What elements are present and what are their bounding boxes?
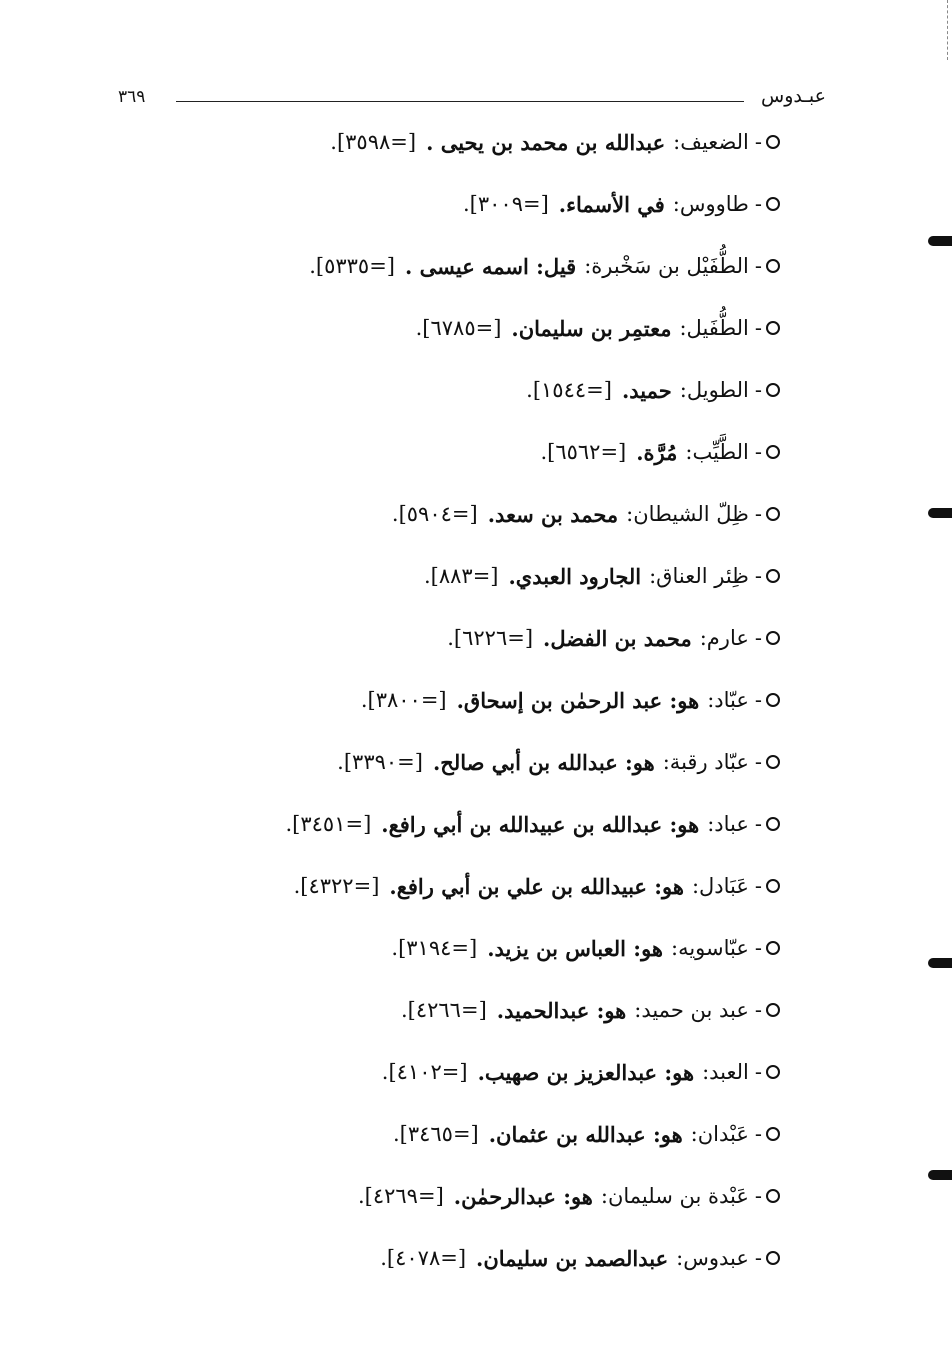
circle-bullet-icon	[766, 817, 780, 831]
entry-term: ظِلّ الشيطان:	[626, 502, 749, 526]
circle-bullet-icon	[766, 259, 780, 273]
circle-bullet-icon	[766, 693, 780, 707]
list-item: - الطُّفَيْل بن سَخْبرة: قيل: اسمه عيسى . [=٥٣٣٥].	[309, 246, 780, 286]
circle-bullet-icon	[766, 1251, 780, 1265]
circle-bullet-icon	[766, 1189, 780, 1203]
entry-ref: [=٤١٠٢].	[381, 1060, 468, 1084]
entry-ref: [=٣٤٦٥].	[392, 1122, 479, 1146]
list-item: - ظِلّ الشيطان: محمد بن سعد. [=٥٩٠٤].	[392, 494, 780, 534]
entry-value: هو: عبيدالله بن علي بن أبي رافع.	[389, 873, 684, 899]
entry-ref: [=٣٠٠٩].	[463, 192, 549, 216]
circle-bullet-icon	[766, 1003, 780, 1017]
entry-value: معتمِر بن سليمان.	[511, 315, 672, 341]
entry-ref: [=٤٠٧٨].	[380, 1246, 467, 1270]
entry-value: هو: عبد الرحمٰن بن إسحاق.	[456, 687, 700, 713]
circle-bullet-icon	[766, 755, 780, 769]
entry-value: مُرَّة.	[636, 439, 678, 465]
list-item: - الطَّيِّب: مُرَّة. [=٦٥٦٢].	[540, 432, 780, 472]
entry-term: الطُّفَيْل بن سَخْبرة:	[584, 254, 749, 278]
entry-term: عَبْدان:	[690, 1122, 749, 1146]
entry-value: هو: عبدالله بن عبيدالله بن أبي رافع.	[381, 811, 700, 837]
circle-bullet-icon	[766, 941, 780, 955]
entry-ref: [=٣٣٩٠].	[337, 750, 423, 774]
entry-term: عبّاد:	[707, 688, 749, 712]
circle-bullet-icon	[766, 879, 780, 893]
page-number: ٣٦٩	[118, 87, 146, 107]
circle-bullet-icon	[766, 507, 780, 521]
entry-value: عبدالله بن محمد بن يحيى .	[426, 129, 666, 155]
entry-term: العبد:	[702, 1060, 749, 1084]
scan-edge-marks	[945, 0, 948, 60]
entry-term: طاووس:	[672, 192, 749, 216]
running-head: عبـدوس	[761, 85, 826, 107]
scan-margin-mark	[928, 236, 952, 246]
list-item: - عبّاد رقبة: هو: عبدالله بن أبي صالح. [=٣٣٩٠].	[337, 742, 780, 782]
entry-term: الطُّفَيل:	[679, 316, 749, 340]
list-item: - الطويل: حميد. [=١٥٤٤].	[526, 370, 780, 410]
list-item: - عَبْدان: هو: عبدالله بن عثمان. [=٣٤٦٥].	[393, 1114, 780, 1154]
entry-term: عبّاد رقبة:	[662, 750, 749, 774]
entry-value: محمد بن الفضل.	[543, 625, 692, 651]
entry-value: حميد.	[621, 377, 672, 403]
circle-bullet-icon	[766, 321, 780, 335]
entry-term: الطويل:	[679, 378, 749, 402]
entry-term: عَبَادل:	[691, 874, 749, 898]
entry-value: هو: عبدالحميد.	[496, 997, 627, 1023]
scan-margin-mark	[928, 508, 952, 518]
list-item: - عَبْدة بن سليمان: هو: عبدالرحمٰن. [=٤٢٦٩].	[358, 1176, 780, 1216]
entry-ref: [=٥٩٠٤].	[391, 502, 478, 526]
circle-bullet-icon	[766, 445, 780, 459]
entry-value: هو: عبدالرحمٰن.	[453, 1183, 593, 1209]
entry-term: عارم:	[699, 626, 749, 650]
entry-term: الطَّيِّب:	[685, 440, 749, 464]
entry-ref: [=٣٤٥١].	[285, 812, 372, 836]
list-item: - طاووس: في الأسماء. [=٣٠٠٩].	[463, 184, 780, 224]
entry-term: عبد بن حميد:	[634, 998, 749, 1022]
entry-value: هو: عبدالله بن عثمان.	[488, 1121, 683, 1147]
entry-ref: [=٥٣٣٥].	[309, 254, 395, 278]
scan-margin-mark	[928, 1170, 952, 1180]
list-item: - عباد: هو: عبدالله بن عبيدالله بن أبي رافع. [=٣٤٥١].	[285, 804, 780, 844]
circle-bullet-icon	[766, 631, 780, 645]
entry-value: هو: عبدالعزيز بن صهيب.	[477, 1059, 695, 1085]
entry-ref: [=٦٢٢٦].	[447, 626, 534, 650]
circle-bullet-icon	[766, 383, 780, 397]
entry-ref: [=١٥٤٤].	[526, 378, 612, 402]
entry-value: قيل: اسمه عيسى .	[405, 253, 577, 279]
list-item: - الضعيف: عبدالله بن محمد بن يحيى . [=٣٥٩٨].	[330, 122, 780, 162]
entry-value: هو: العباس بن يزيد.	[487, 935, 663, 961]
entry-ref: [=٦٥٦٢].	[540, 440, 627, 464]
entry-ref: [=٤٢٦٦].	[400, 998, 487, 1022]
list-item: - عبّاد: هو: عبد الرحمٰن بن إسحاق. [=٣٨٠٠].	[361, 680, 780, 720]
entry-ref: [=٦٧٨٥].	[415, 316, 502, 340]
circle-bullet-icon	[766, 135, 780, 149]
list-item: - ظِئر العناق: الجارود العبدي. [=٨٨٣].	[424, 556, 780, 596]
scan-margin-mark	[928, 958, 952, 968]
entry-value: الجارود العبدي.	[508, 563, 642, 589]
entry-term: عبدوس:	[676, 1246, 749, 1270]
entry-term: عباد:	[707, 812, 749, 836]
entry-value: عبدالصمد بن سليمان.	[476, 1245, 669, 1271]
circle-bullet-icon	[766, 1065, 780, 1079]
entry-value: محمد بن سعد.	[487, 501, 619, 527]
entry-term: عَبْدة بن سليمان:	[600, 1184, 749, 1208]
list-item: - العبد: هو: عبدالعزيز بن صهيب. [=٤١٠٢].	[382, 1052, 780, 1092]
circle-bullet-icon	[766, 197, 780, 211]
entry-value: هو: عبدالله بن أبي صالح.	[432, 749, 655, 775]
entry-ref: [=٣٥٩٨].	[330, 130, 417, 154]
entry-ref: [=٣١٩٤].	[391, 936, 478, 960]
circle-bullet-icon	[766, 569, 780, 583]
entry-term: الضعيف:	[673, 130, 749, 154]
list-item: - عَبَادل: هو: عبيدالله بن علي بن أبي رافع. [=٤٣٢٢].	[294, 866, 780, 906]
entry-ref: [=٤٢٦٩].	[357, 1184, 444, 1208]
entry-ref: [=٨٨٣].	[423, 564, 499, 588]
list-item: - عارم: محمد بن الفضل. [=٦٢٢٦].	[447, 618, 780, 658]
list-item: - عبّاسويه: هو: العباس بن يزيد. [=٣١٩٤].	[391, 928, 780, 968]
entry-term: عبّاسويه:	[671, 936, 749, 960]
entry-term: ظِئر العناق:	[649, 564, 749, 588]
list-item: - الطُّفَيل: معتمِر بن سليمان. [=٦٧٨٥].	[416, 308, 780, 348]
list-item: - عبد بن حميد: هو: عبدالحميد. [=٤٢٦٦].	[401, 990, 780, 1030]
header-rule	[176, 101, 744, 102]
entry-ref: [=٤٣٢٢].	[293, 874, 380, 898]
circle-bullet-icon	[766, 1127, 780, 1141]
entry-ref: [=٣٨٠٠].	[360, 688, 447, 712]
list-item: - عبدوس: عبدالصمد بن سليمان. [=٤٠٧٨].	[380, 1238, 780, 1278]
entry-value: في الأسماء.	[558, 191, 665, 217]
page-header	[118, 84, 826, 110]
